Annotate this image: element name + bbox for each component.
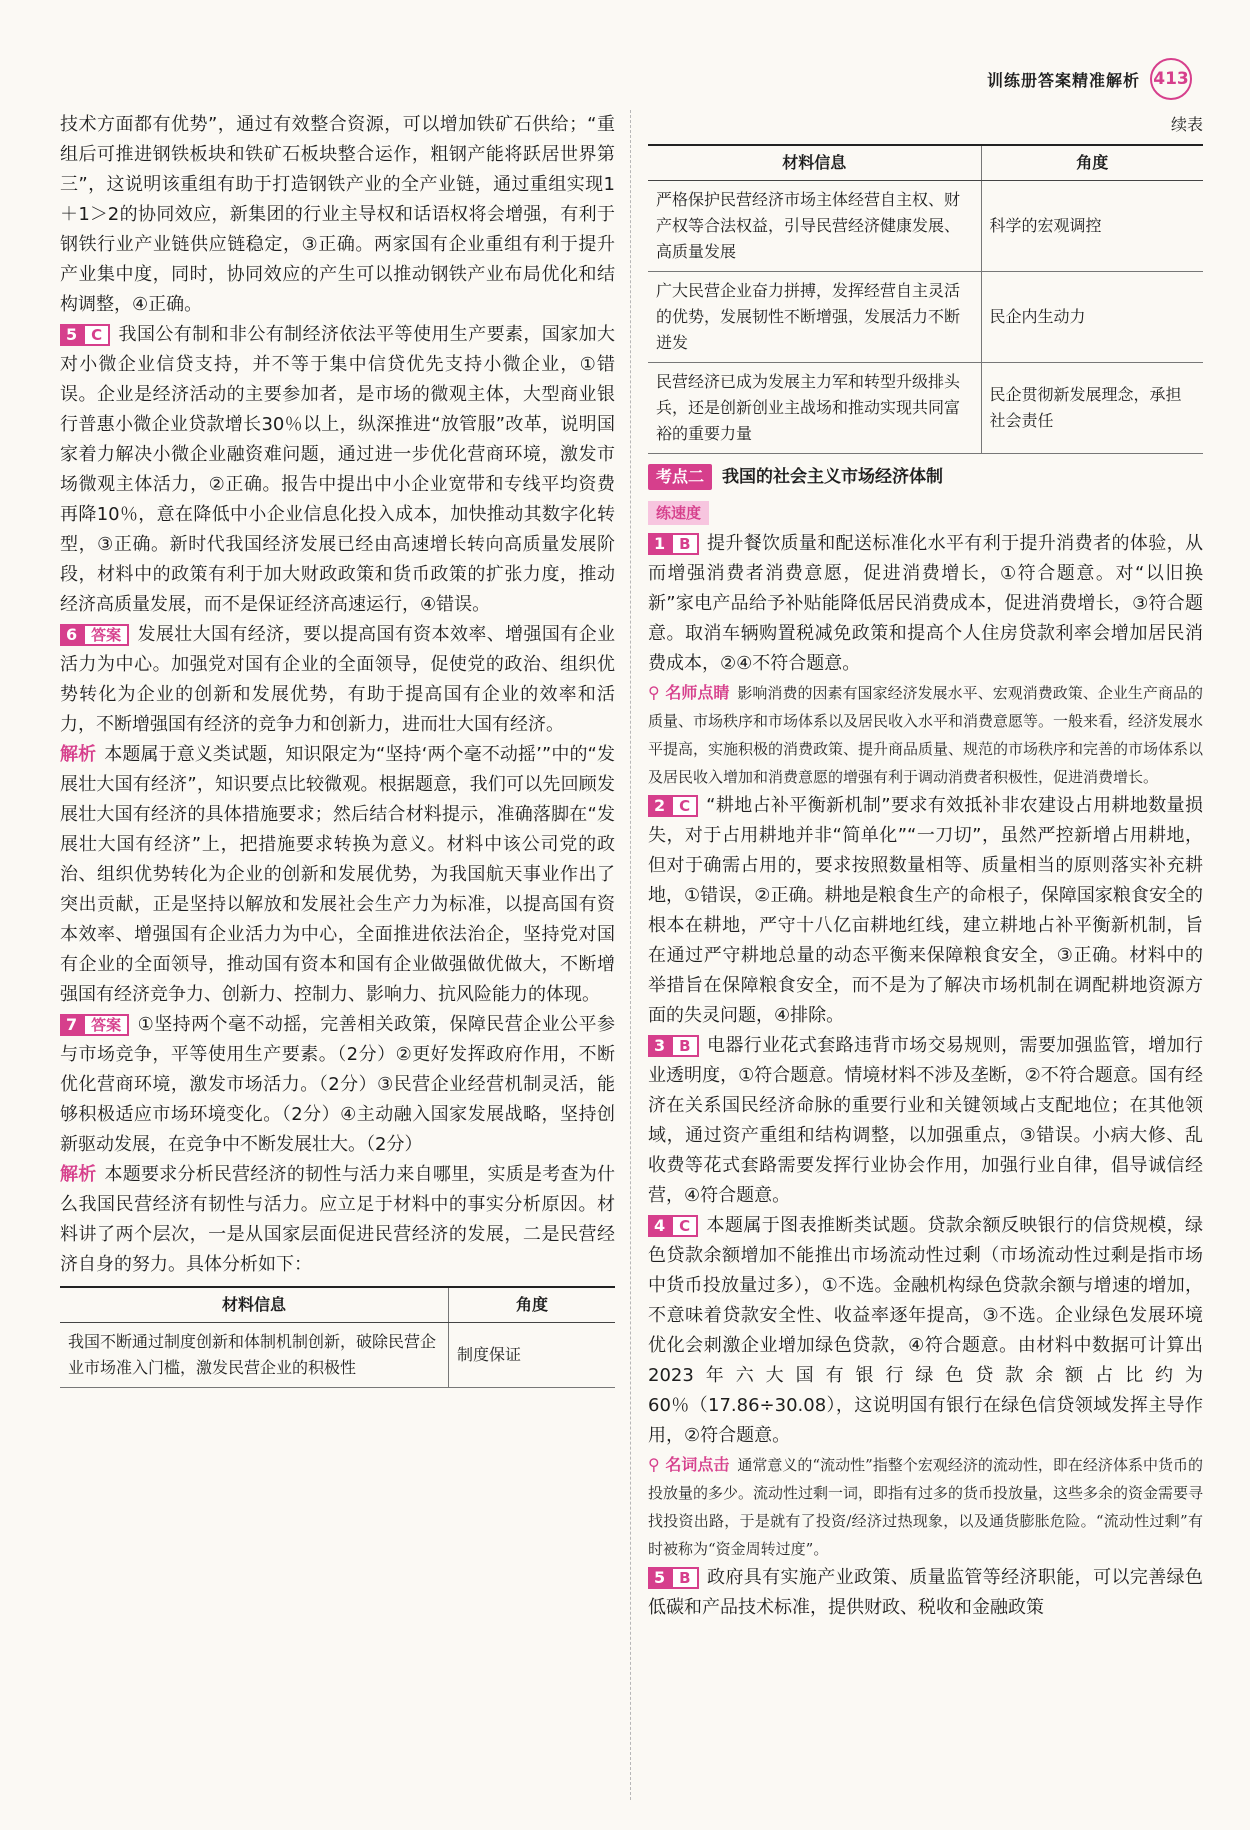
pin-icon: ⚲ <box>648 683 660 702</box>
table-row <box>648 272 1203 363</box>
answer-badge: 4 C <box>648 1215 698 1237</box>
table-header-angle: 角度 <box>449 1287 616 1323</box>
answer-badge: 1 B <box>648 533 699 555</box>
question-r3 <box>648 1031 1203 1211</box>
question-5 <box>60 320 615 620</box>
analysis-label: 解析 <box>60 1164 97 1185</box>
question-r3-text: 电器行业花式套路违背市场交易规则，需要加强监管，增加行业透明度，①符合题意。情境材料不涉及垄断，②不符合题意。国有经济在关系国民经济命脉的重要行业和关键领域占支配地位；在其他领域，通过资产重组和结构调整，以加强重点，③错误。小病大修、乱收费等花式套路需要发挥行业协会作用，加强行业自律，倡导诚信经营，④符合题意。 <box>648 1035 1203 1206</box>
tip-label: ⚲ 名词点击 <box>648 1455 730 1474</box>
answer-badge: 5 C <box>60 324 110 346</box>
column-divider <box>630 110 631 1800</box>
tip-text: 影响消费的因素有国家经济发展水平、宏观消费政策、企业生产商品的质量、市场秩序和市场体系以及居民收入水平和消费意愿等。一般来看，经济发展水平提高，实施积极的消费政策、提升商品质量、规范的市场秩序和完善的市场体系以及居民收入增加和消费意愿的增强有利于调动消费者积极性，促进消费增长。 <box>648 684 1204 786</box>
analysis-table-left <box>60 1286 615 1388</box>
table-cell-info: 我国不断通过制度创新和体制机制创新，破除民营企业市场准入门槛，激发民营企业的积极性 <box>60 1323 449 1388</box>
analysis-label: 解析 <box>60 744 97 765</box>
continued-label: 续表 <box>1170 115 1203 134</box>
pin-icon: ⚲ <box>648 1455 660 1474</box>
question-r2 <box>648 791 1203 1031</box>
section-heading <box>648 462 1203 492</box>
question-6 <box>60 620 615 740</box>
answer-badge: 6 答案 <box>60 624 129 646</box>
question-r4 <box>648 1211 1203 1451</box>
table-cell-info: 广大民营企业奋力拼搏，发挥经营自主灵活的优势，发展韧性不断增强，发展活力不断迸发 <box>648 272 981 363</box>
page-number: 413 <box>1150 58 1192 100</box>
teacher-tip <box>648 679 1203 791</box>
section-title: 我国的社会主义市场经济体制 <box>722 467 944 487</box>
analysis-table-right <box>648 144 1203 454</box>
question-5-text: 我国公有制和非公有制经济依法平等使用生产要素，国家加大对小微企业信贷支持，并不等于集中信贷优先支持小微企业，①错误。企业是经济活动的主要参加者，是市场的微观主体，大型商业银行普惠小微企业贷款增长30％以上，纵深推进“放管服”改革，说明国家着力解决小微企业融资难问题，通过进一步优化营商环境，激发市场微观主体活力，②正确。报告中提出中小企业宽带和专线平均资费再降10％，意在降低中小企业信息化投入成本，加快推动其数字化转型，③正确。新时代我国经济发展已经由高速增长转向高质量发展阶段，材料中的政策有利于加大财政政策和货币政策的扩张力度，推动经济高质量发展，而不是保证经济高速运行，④错误。 <box>60 324 615 615</box>
table-header-angle: 角度 <box>981 145 1203 181</box>
answer-badge: 5 B <box>648 1567 699 1589</box>
table-cell-angle: 民企贯彻新发展理念，承担社会责任 <box>981 363 1203 454</box>
section-tag: 考点二 <box>648 464 712 490</box>
page-header <box>987 58 1192 100</box>
intro-paragraph: 技术方面都有优势”，通过有效整合资源，可以增加铁矿石供给；“重组后可推进钢铁板块和铁矿石板块整合运作，粗钢产能将跃居世界第三”，这说明该重组有助于打造钢铁产业的全产业链，通过重组实现1＋1＞2的协同效应，新集团的行业主导权和话语权将会增强，有利于钢铁行业产业链供应链稳定，③正确。两家国有企业重组有利于提升产业集中度，同时，协同效应的产生可以推动钢铁产业布局优化和结构调整，④正确。 <box>60 114 615 315</box>
header-title: 训练册答案精准解析 <box>986 70 1140 90</box>
question-r1-text: 提升餐饮质量和配送标准化水平有利于提升消费者的体验，从而增强消费者消费意愿，促进消费增长，①符合题意。对“以旧换新”家电产品给予补贴能降低居民消费成本，促进消费增长，③符合题意。取消车辆购置税减免政策和提高个人住房贷款利率会增加居民消费成本，②④不符合题意。 <box>648 533 1203 674</box>
question-r1 <box>648 529 1203 679</box>
table-cell-angle: 制度保证 <box>449 1323 616 1388</box>
question-r5 <box>648 1563 1203 1623</box>
analysis-7-text: 本题要求分析民营经济的韧性与活力来自哪里，实质是考查为什么我国民营经济有韧性与活力。应立足于材料中的事实分析原因。材料讲了两个层次，一是从国家层面促进民营经济的发展，二是民营经济自身的努力。具体分析如下： <box>60 1164 615 1275</box>
right-column <box>648 110 1203 1623</box>
answer-badge: 3 B <box>648 1035 699 1057</box>
table-cell-info: 严格保护民营经济市场主体经营自主权、财产权等合法权益，引导民营经济健康发展、高质量发展 <box>648 181 981 272</box>
question-7-text: ①坚持两个毫不动摇，完善相关政策，保障民营企业公平参与市场竞争，平等使用生产要素。（2分）②更好发挥政府作用，不断优化营商环境，激发市场活力。（2分）③民营企业经营机制灵活，能够积极适应市场环境变化。（2分）④主动融入国家发展战略，坚持创新驱动发展，在竞争中不断发展壮大。（2分） <box>60 1014 615 1155</box>
question-r2-text: “耕地占补平衡新机制”要求有效抵补非农建设占用耕地数量损失，对于占用耕地并非“简单化”“一刀切”，虽然严控新增占用耕地，但对于确需占用的，要求按照数量相等、质量相当的原则落实补充耕地，①错误，②正确。耕地是粮食生产的命根子，保障国家粮食安全的根本在耕地，严守十八亿亩耕地红线，建立耕地占补平衡新机制，旨在通过严守耕地总量的动态平衡来保障粮食安全，③正确。材料中的举措旨在保障粮食安全，而不是为了解决市场机制在调配耕地资源方面的失灵问题，④排除。 <box>648 795 1203 1026</box>
answer-badge: 2 C <box>648 795 698 817</box>
table-row <box>60 1323 615 1388</box>
table-header-info: 材料信息 <box>60 1287 449 1323</box>
term-tip <box>648 1451 1203 1563</box>
table-header-info: 材料信息 <box>648 145 981 181</box>
table-row <box>648 363 1203 454</box>
sub-section-tag: 练速度 <box>648 501 709 525</box>
tip-text: 通常意义的“流动性”指整个宏观经济的流动性，即在经济体系中货币的投放量的多少。流动性过剩一词，即指有过多的货币投放量，这些多余的资金需要寻找投资出路，于是就有了投资/经济过热现象，以及通货膨胀危险。“流动性过剩”有时被称为“资金周转过度”。 <box>648 1456 1204 1558</box>
left-column <box>60 110 615 1388</box>
table-cell-angle: 民企内生动力 <box>981 272 1203 363</box>
table-cell-info: 民营经济已成为发展主力军和转型升级排头兵，还是创新创业主战场和推动实现共同富裕的重要力量 <box>648 363 981 454</box>
answer-badge: 7 答案 <box>60 1014 129 1036</box>
tip-label: ⚲ 名师点睛 <box>648 683 730 702</box>
analysis-6 <box>60 740 615 1010</box>
table-row <box>648 181 1203 272</box>
question-7 <box>60 1010 615 1160</box>
question-r4-text: 本题属于图表推断类试题。贷款余额反映银行的信贷规模，绿色贷款余额增加不能推出市场流动性过剩（市场流动性过剩是指市场中货币投放量过多），①不选。金融机构绿色贷款余额与增速的增加，不意味着贷款安全性、收益率逐年提高，③不选。企业绿色发展环境优化会刺激企业增加绿色贷款，④符合题意。由材料中数据可计算出2023年六大国有银行绿色贷款余额占比约为60％（17.86÷30.08），这说明国有银行在绿色信贷领域发挥主导作用，②符合题意。 <box>648 1215 1203 1446</box>
table-cell-angle: 科学的宏观调控 <box>981 181 1203 272</box>
analysis-6-text: 本题属于意义类试题，知识限定为“坚持‘两个毫不动摇’”中的“发展壮大国有经济”，知识要点比较微观。根据题意，我们可以先回顾发展壮大国有经济的具体措施要求；然后结合材料提示，准确落脚在“发展壮大国有经济”上，把措施要求转换为意义。材料中该公司党的政治、组织优势转化为企业的创新和发展优势，为我国航天事业作出了突出贡献，正是坚持以解放和发展社会生产力为标准，以提高国有资本效率、增强国有企业活力为中心，全面推进依法治企，坚持党对国有企业的全面领导，推动国有资本和国有企业做强做优做大，不断增强国有经济竞争力、创新力、控制力、影响力、抗风险能力的体现。 <box>60 744 615 1005</box>
analysis-7 <box>60 1160 615 1280</box>
question-6-text: 发展壮大国有经济，要以提高国有资本效率、增强国有企业活力为中心。加强党对国有企业的全面领导，促使党的政治、组织优势转化为企业的创新和发展优势，有助于提高国有企业的效率和活力，不断增强国有经济的竞争力和创新力，进而壮大国有经济。 <box>60 624 615 735</box>
question-r5-text: 政府具有实施产业政策、质量监管等经济职能，可以完善绿色低碳和产品技术标准，提供财政、税收和金融政策 <box>648 1567 1203 1618</box>
